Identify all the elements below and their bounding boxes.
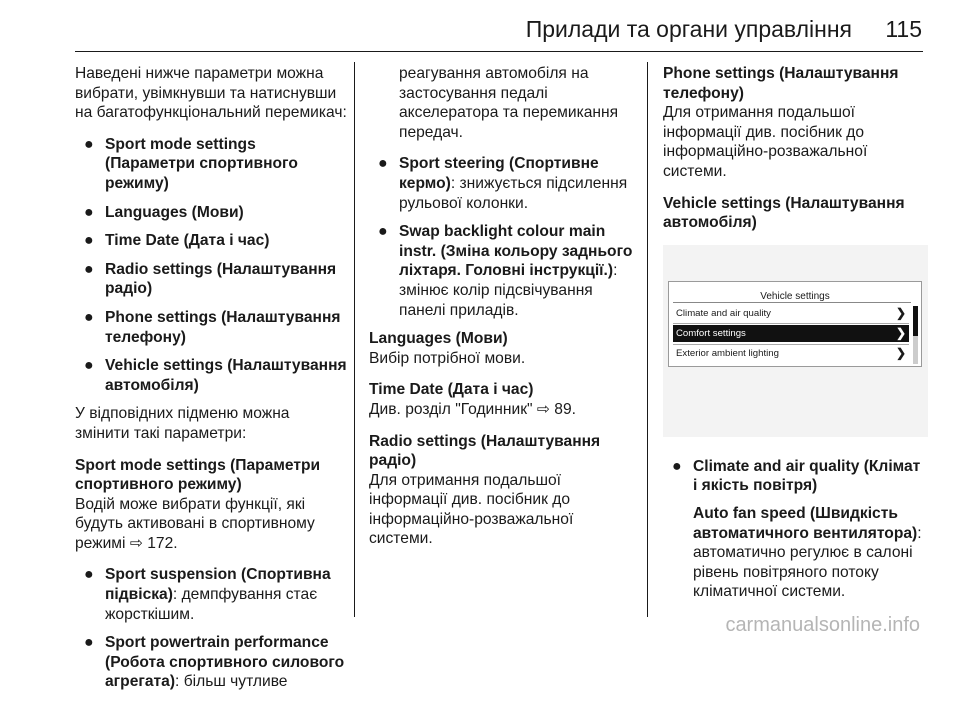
radio-text: Для отримання подальшої інформації див. посібник до інформаційно-розважальної системи.	[369, 471, 574, 548]
bullet-icon: ●	[84, 357, 94, 375]
display-title: Vehicle settings	[760, 290, 830, 302]
chevron-right-icon: ❯	[895, 345, 906, 360]
sport-text: Водій може вибрати функції, які будуть активовані в спортивному режимі ⇨ 172.	[75, 495, 315, 552]
display-rule	[673, 302, 911, 303]
column-divider-2	[647, 62, 648, 617]
bullet-icon: ●	[84, 135, 94, 153]
menu-list	[75, 135, 347, 396]
phone-text: Для отримання подальшої інформації див. посібник до інформаційно-розважальної системи.	[663, 104, 868, 180]
section-heading-radio: Radio settings (Налаштування радіо)	[369, 432, 601, 470]
display-row-separator	[673, 323, 909, 324]
time-text: Див. розділ "Годинник" ⇨ 89.	[369, 400, 576, 418]
watermark: carmanualsonline.info	[725, 614, 920, 636]
chevron-right-icon: ❯	[895, 325, 906, 340]
section-heading-sport: Sport mode settings (Параметри спортивного режиму)	[75, 456, 321, 494]
column-1	[75, 64, 347, 701]
display-scrollbar	[913, 306, 918, 364]
bullet-icon: ●	[84, 634, 94, 652]
page-title: Прилади та органи управління	[525, 16, 852, 42]
bullet-icon: ●	[84, 308, 94, 326]
submenu-note: У відповідних підменю можна змінити такі параметри:	[75, 405, 290, 442]
bullet-icon: ●	[84, 232, 94, 250]
header-rule	[75, 51, 923, 52]
list-item: ● Time Date (Дата і час)	[84, 232, 270, 250]
fan-speed-entry: Auto fan speed (Швидкість автоматичного вентилятора): автоматично регулює в салоні рівень повітряного потоку кліматичної системи.	[693, 504, 922, 601]
page-number: 115	[885, 16, 922, 42]
list-item: ● Phone settings (Налаштування телефону)	[84, 308, 341, 346]
list-item: ● Sport suspension (Спортивна підвіска): демпфування стає жорсткішим.	[84, 566, 331, 623]
bullet-icon: ●	[672, 457, 682, 475]
column-3	[663, 64, 928, 611]
list-item: ● Swap backlight colour main instr. (Зміна кольору заднього ліхтаря. Головні інструкції.): змінює колір підсвічування панелі приладів.	[378, 223, 633, 319]
section-heading-phone: Phone settings (Налаштування телефону)	[663, 65, 899, 102]
bullet-icon: ●	[84, 260, 94, 278]
list-item: ● Sport powertrain performance (Робота спортивного силового агрегата): більш чутливе	[84, 634, 345, 691]
bullet-icon: ●	[378, 223, 388, 241]
list-item: ● Sport steering (Спортивне кермо): знижується підсилення рульової колонки.	[378, 155, 628, 212]
languages-text: Вибір потрібної мови.	[369, 349, 526, 367]
display-row-exterior: Exterior ambient lighting ❯	[676, 345, 906, 360]
continued-text: реагування автомобіля на застосування педалі акселератора та перемикання передач.	[399, 65, 619, 141]
intro-text: Наведені нижче параметри можна вибрати, увімкнувши та натиснувши на багатофункціональний перемикач:	[75, 65, 347, 122]
bullet-icon: ●	[378, 155, 388, 173]
list-item: ● Sport mode settings (Параметри спортивного режиму)	[84, 135, 298, 192]
chevron-right-icon: ❯	[895, 305, 906, 320]
display-row-climate: Climate and air quality ❯	[676, 305, 906, 320]
display-row-comfort: Comfort settings ❯	[673, 325, 909, 342]
vehicle-settings-screenshot	[663, 245, 928, 437]
vehicle-list	[663, 457, 928, 602]
display-scroll-thumb	[913, 306, 918, 336]
bullet-icon: ●	[84, 566, 94, 584]
column-2	[369, 64, 637, 561]
bullet-icon: ●	[84, 203, 94, 221]
list-item: ● Climate and air quality (Клімат і якість повітря) Auto fan speed (Швидкість автоматичного вентилятора): автоматично регулює в салоні рівень повітряного потоку кліматичної системи.	[663, 457, 928, 602]
list-item: ● Languages (Мови)	[84, 203, 244, 221]
list-item: ● Radio settings (Налаштування радіо)	[84, 260, 337, 298]
page-header	[0, 0, 960, 58]
display-panel	[668, 281, 922, 367]
section-heading-time: Time Date (Дата і час)	[369, 381, 534, 399]
column-divider-1	[354, 62, 355, 617]
section-heading-vehicle: Vehicle settings (Налаштування автомобіля)	[663, 194, 905, 232]
list-item: ● Vehicle settings (Налаштування автомобіля)	[84, 357, 347, 394]
section-heading-languages: Languages (Мови)	[369, 330, 508, 348]
sport-list	[75, 565, 347, 692]
steering-list	[369, 154, 637, 320]
